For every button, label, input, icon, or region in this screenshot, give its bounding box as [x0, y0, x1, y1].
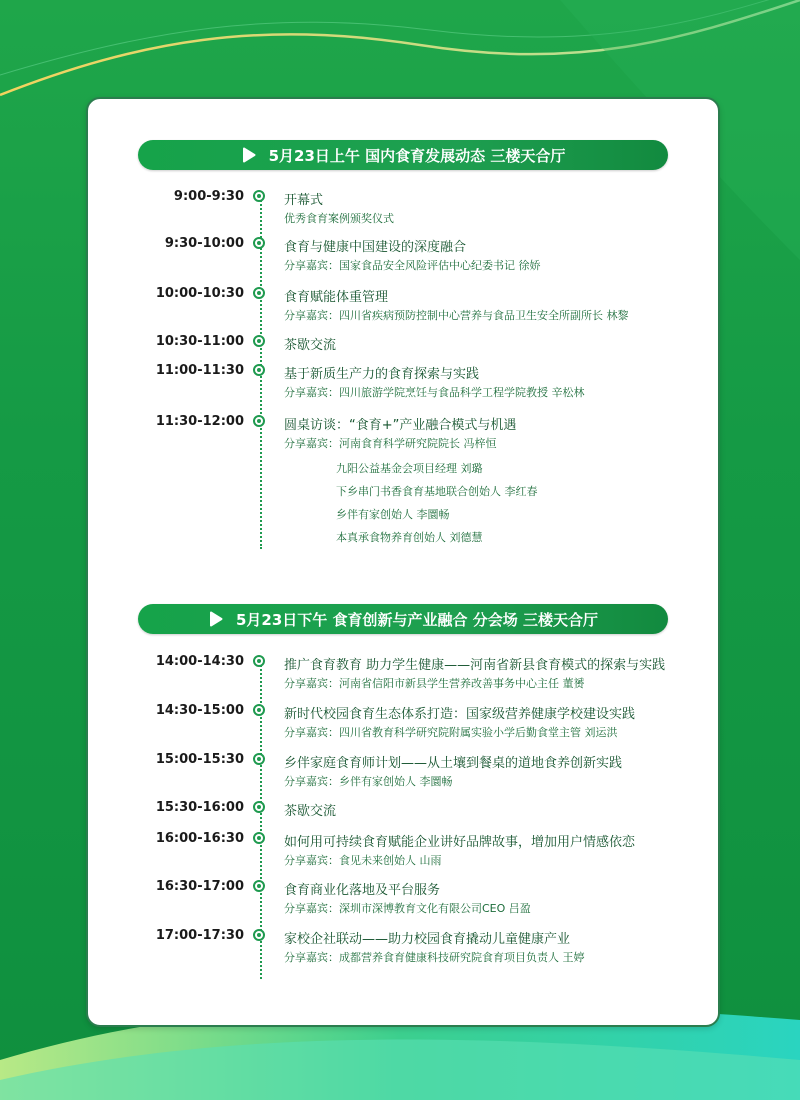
item-title: 开幕式: [284, 193, 324, 208]
timeline-dot-icon: [253, 655, 265, 667]
item-time: 15:00-15:30: [155, 752, 244, 767]
timeline-dot-icon: [253, 335, 265, 347]
play-icon: [208, 611, 224, 627]
item-title: 基于新质生产力的食育探索与实践: [284, 367, 480, 382]
morning-header-text: 5月23日上午 国内食育发展动态 三楼天合厅: [268, 146, 566, 165]
item-time: 10:00-10:30: [155, 286, 244, 301]
item-speaker: 分享嘉宾：食见未来创始人 山雨: [284, 854, 442, 867]
schedule-card: [86, 97, 720, 1027]
item-speaker: 分享嘉宾：深圳市深博教育文化有限公司CEO 吕盈: [284, 902, 531, 915]
item-speaker: 分享嘉宾：四川旅游学院烹饪与食品科学工程学院教授 辛松林: [284, 386, 585, 399]
item-speaker: 分享嘉宾：河南省信阳市新县学生营养改善事务中心主任 董赟: [284, 677, 585, 690]
timeline-dot-icon: [253, 415, 265, 427]
timeline-dot-icon: [253, 237, 265, 249]
item-speaker: 分享嘉宾：国家食品安全风险评估中心纪委书记 徐娇: [284, 259, 541, 272]
morning-section-header: [138, 140, 668, 170]
item-time: 10:30-11:00: [155, 334, 244, 349]
panel-guest: 下乡串门书香食育基地联合创始人 李红春: [336, 485, 538, 498]
item-title: 如何用可持续食育赋能企业讲好品牌故事，增加用户情感依恋: [284, 835, 636, 850]
item-time: 15:30-16:00: [155, 800, 244, 815]
item-speaker: 分享嘉宾：乡伴有家创始人 李圜畅: [284, 775, 453, 788]
item-title: 新时代校园食育生态体系打造：国家级营养健康学校建设实践: [284, 707, 636, 722]
item-speaker: 分享嘉宾：四川省疾病预防控制中心营养与食品卫生安全所副所长 林黎: [284, 309, 629, 322]
item-title: 圆桌访谈：“食育+”产业融合模式与机遇: [284, 418, 517, 433]
item-title: 食育商业化落地及平台服务: [284, 883, 441, 898]
timeline-dot-icon: [253, 880, 265, 892]
timeline-dot-icon: [253, 929, 265, 941]
item-speaker: 分享嘉宾：成都营养食育健康科技研究院食育项目负责人 王婷: [284, 951, 585, 964]
play-icon: [241, 147, 257, 163]
panel-guest: 乡伴有家创始人 李圜畅: [336, 508, 450, 521]
item-subtitle: 优秀食育案例颁奖仪式: [284, 212, 394, 225]
item-title: 家校企社联动——助力校园食育撬动儿童健康产业: [284, 932, 571, 947]
timeline-dot-icon: [253, 287, 265, 299]
timeline-dot-icon: [253, 753, 265, 765]
item-speaker: 分享嘉宾：河南食育科学研究院院长 冯梓恒: [284, 437, 497, 450]
panel-guest: 本真承食物养育创始人 刘德慧: [336, 531, 483, 544]
item-title: 乡伴家庭食育师计划——从土壤到餐桌的道地食养创新实践: [284, 756, 623, 771]
item-title: 茶歇交流: [284, 804, 337, 819]
afternoon-section-header: [138, 604, 668, 634]
timeline-dot-icon: [253, 364, 265, 376]
item-speaker: 分享嘉宾：四川省教育科学研究院附属实验小学后勤食堂主管 刘运洪: [284, 726, 618, 739]
afternoon-header-text: 5月23日下午 食育创新与产业融合 分会场 三楼天合厅: [236, 610, 598, 629]
item-time: 14:30-15:00: [155, 703, 244, 718]
timeline-dot-icon: [253, 801, 265, 813]
timeline-dot-icon: [253, 832, 265, 844]
timeline-dot-icon: [253, 704, 265, 716]
item-title: 食育与健康中国建设的深度融合: [284, 240, 467, 255]
item-time: 9:00-9:30: [173, 189, 244, 204]
item-time: 9:30-10:00: [164, 236, 244, 251]
item-time: 16:00-16:30: [155, 831, 244, 846]
item-title: 推广食育教育 助力学生健康——河南省新县食育模式的探索与实践: [284, 658, 666, 673]
timeline-dot-icon: [253, 190, 265, 202]
item-title: 食育赋能体重管理: [284, 290, 389, 305]
item-time: 17:00-17:30: [155, 928, 244, 943]
panel-guest: 九阳公益基金会项目经理 刘璐: [336, 462, 483, 475]
item-time: 11:00-11:30: [155, 363, 244, 378]
item-title: 茶歇交流: [284, 338, 337, 353]
item-time: 11:30-12:00: [155, 414, 244, 429]
item-time: 14:00-14:30: [155, 654, 244, 669]
item-time: 16:30-17:00: [155, 879, 244, 894]
